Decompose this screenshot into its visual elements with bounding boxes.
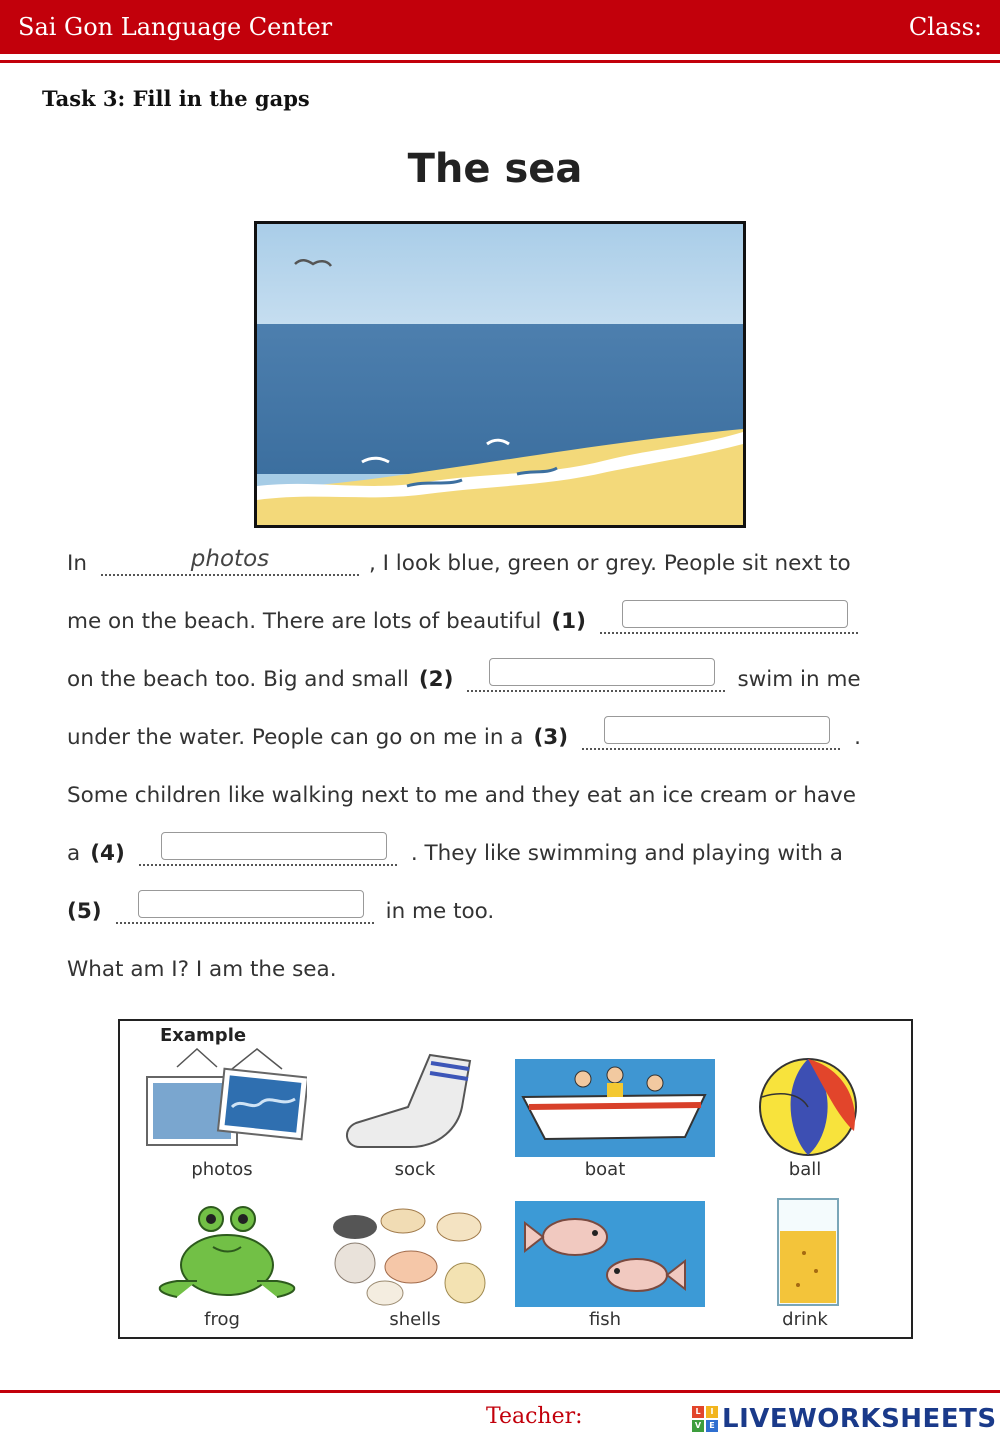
word-ball	[715, 1047, 895, 1180]
worksheet-title: The sea	[407, 146, 583, 192]
answer-gap-2[interactable]	[467, 656, 725, 692]
word-photos	[132, 1047, 312, 1180]
answer-gap-4[interactable]	[139, 830, 397, 866]
passage-text: a	[67, 841, 81, 866]
passage-text: under the water. People can go on me in a	[67, 725, 524, 750]
passage-text: Some children like walking next to me and they eat an ice cream or have	[67, 783, 856, 808]
word-bank	[118, 1019, 913, 1339]
passage-line-7	[67, 884, 494, 924]
drink-icon	[720, 1197, 890, 1307]
answer-gap-3[interactable]	[582, 714, 840, 750]
passage-text: , I look blue, green or grey. People sit next to	[368, 551, 851, 576]
answer-input-2[interactable]	[489, 658, 715, 686]
word-shells	[325, 1197, 505, 1330]
gap-number-3: (3)	[533, 725, 569, 750]
shells-icon	[325, 1197, 505, 1307]
word-drink	[715, 1197, 895, 1330]
passage-text: What am I? I am the sea.	[67, 957, 337, 982]
logo-mark-icon: L I V E	[692, 1406, 718, 1432]
task-title: Task 3: Fill in the gaps	[42, 86, 310, 111]
passage-text: . They like swimming and playing with a	[410, 841, 843, 866]
passage-line-6	[67, 826, 843, 866]
word-fish	[515, 1197, 695, 1330]
word-sock	[325, 1047, 505, 1180]
example-gap	[101, 540, 359, 576]
passage-text: swim in me	[737, 667, 861, 692]
footer-divider	[0, 1390, 1000, 1393]
answer-gap-1[interactable]	[600, 598, 858, 634]
passage-text: on the beach too. Big and small	[67, 667, 409, 692]
word-frog	[132, 1197, 312, 1330]
gap-number-1: (1)	[551, 609, 586, 634]
answer-gap-5[interactable]	[116, 888, 374, 924]
sea-illustration	[254, 221, 746, 528]
sock-icon	[330, 1047, 500, 1157]
passage-line-3	[67, 652, 861, 692]
fish-icon	[515, 1197, 705, 1307]
answer-input-1[interactable]	[622, 600, 848, 628]
example-label: Example	[160, 1025, 247, 1046]
word-label: drink	[782, 1309, 828, 1330]
word-label: sock	[394, 1159, 436, 1180]
header-bar	[0, 0, 1000, 54]
example-answer: photos	[190, 546, 270, 572]
answer-input-3[interactable]	[604, 716, 830, 744]
liveworksheets-logo[interactable]	[692, 1404, 997, 1434]
word-label: shells	[389, 1309, 441, 1330]
word-label: boat	[584, 1159, 626, 1180]
passage-text: me on the beach. There are lots of beautiful	[67, 609, 542, 634]
ball-icon	[720, 1047, 890, 1157]
photos-icon	[137, 1047, 307, 1157]
passage-text: In	[67, 551, 87, 576]
passage-line-5	[67, 768, 856, 808]
word-label: photos	[191, 1159, 253, 1180]
brand-name: LIVEWORKSHEETS	[722, 1404, 997, 1434]
frog-icon	[137, 1197, 307, 1307]
answer-input-4[interactable]	[161, 832, 387, 860]
passage-text: .	[854, 725, 861, 750]
answer-input-5[interactable]	[138, 890, 364, 918]
center-name: Sai Gon Language Center	[18, 13, 333, 41]
class-label: Class:	[908, 13, 982, 41]
gap-number-4: (4)	[90, 841, 125, 866]
gap-number-5: (5)	[67, 899, 102, 924]
passage-text: in me too.	[385, 899, 495, 924]
boat-icon	[515, 1047, 715, 1157]
teacher-label: Teacher:	[486, 1404, 583, 1429]
passage-line-2	[67, 594, 866, 634]
header-divider	[0, 60, 1000, 63]
gap-number-2: (2)	[418, 667, 454, 692]
passage-line-8	[67, 942, 337, 982]
word-boat	[515, 1047, 695, 1180]
passage-line-1	[67, 536, 851, 576]
passage-line-4	[67, 710, 861, 750]
word-label: frog	[204, 1309, 240, 1330]
word-label: ball	[788, 1159, 822, 1180]
word-label: fish	[588, 1309, 622, 1330]
